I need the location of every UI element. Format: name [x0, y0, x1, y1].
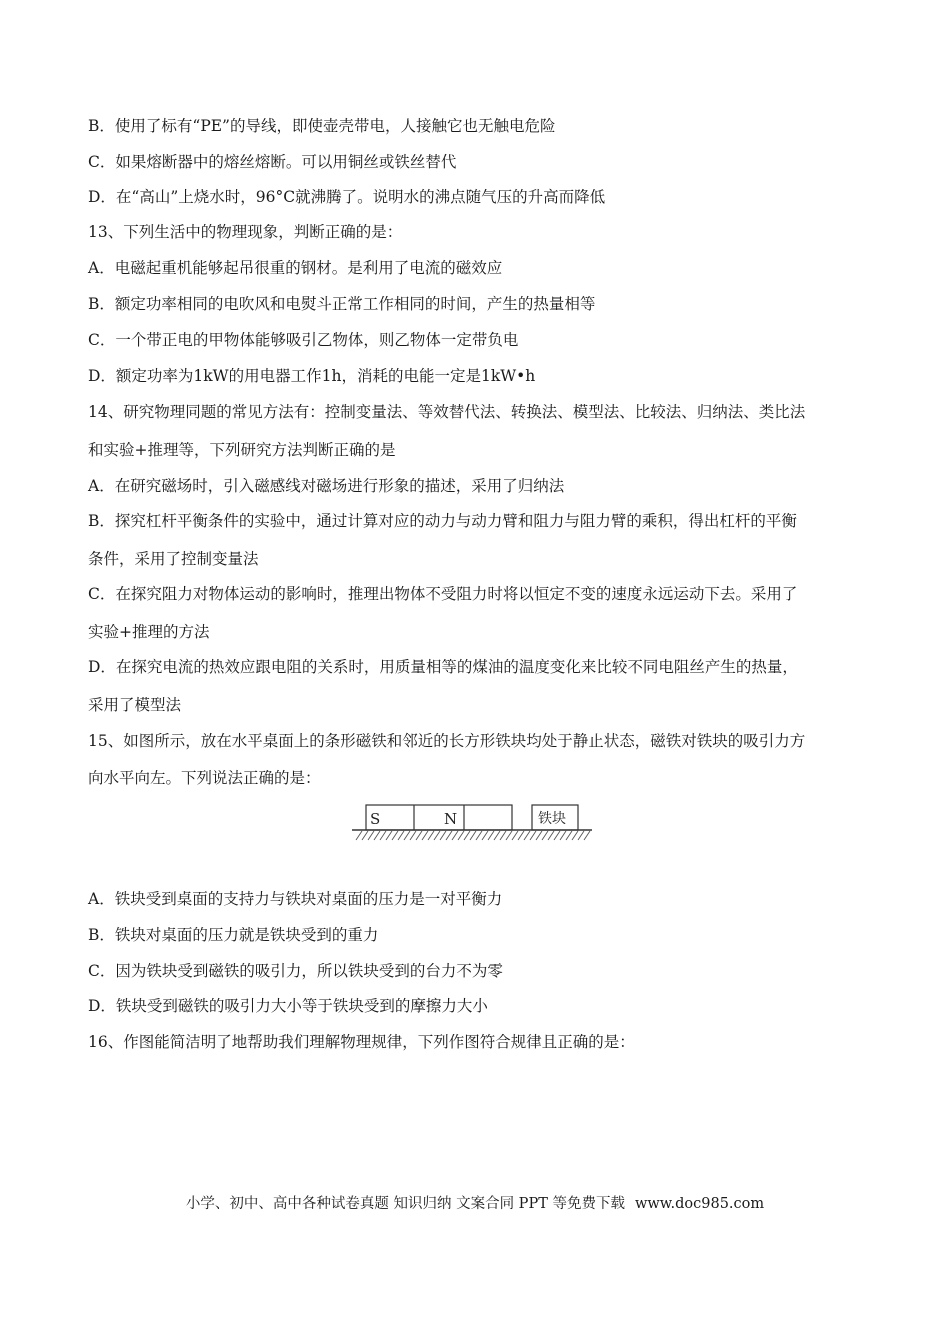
q14-option-d-line1: D．在探究电流的热效应跟电阻的关系时，用质量相等的煤油的温度变化来比较不同电阻丝产生的热量，: [88, 658, 798, 676]
q13-option-a: A．电磁起重机能够起吊很重的钢材。是利用了电流的磁效应: [88, 259, 503, 277]
q14-option-a: A．在研究磁场时，引入磁感线对磁场进行形象的描述，采用了归纳法: [88, 477, 565, 495]
q13-option-c: C．一个带正电的甲物体能够吸引乙物体，则乙物体一定带负电: [88, 331, 519, 349]
q14-stem-line2: 和实验+推理等，下列研究方法判断正确的是: [88, 441, 396, 459]
q14-option-c-line1: C．在探究阻力对物体运动的影响时，推理出物体不受阻力时将以恒定不变的速度永远运动下去。采用了: [88, 585, 798, 603]
q13-option-b: B．额定功率相同的电吹风和电熨斗正常工作相同的时间，产生的热量相等: [88, 295, 596, 313]
q15-option-b: B．铁块对桌面的压力就是铁块受到的重力: [88, 926, 379, 944]
magnet-s-label: S: [370, 810, 381, 828]
q14-option-b-line1: B．探究杠杆平衡条件的实验中，通过计算对应的动力与动力臂和阻力与阻力臂的乘积，得出杠杆的平衡: [88, 512, 797, 530]
q15-option-d: D．铁块受到磁铁的吸引力大小等于铁块受到的摩擦力大小: [88, 997, 488, 1015]
q15-stem-line2: 向水平向左。下列说法正确的是：: [88, 769, 321, 787]
magnet-iron-figure: [350, 800, 596, 848]
magnet-diagram: [350, 800, 596, 848]
q13-stem: 13、下列生活中的物理现象，判断正确的是：: [88, 223, 403, 241]
iron-block-label: 铁块: [538, 811, 566, 827]
q14-stem-line1: 14、研究物理同题的常见方法有：控制变量法、等效替代法、转换法、模型法、比较法、归纳法、类比法: [88, 403, 806, 421]
q14-option-c-line2: 实验+推理的方法: [88, 623, 210, 641]
q12-option-c: C．如果熔断器中的熔丝熔断。可以用铜丝或铁丝替代: [88, 153, 457, 171]
q16-stem: 16、作图能简洁明了地帮助我们理解物理规律，下列作图符合规律且正确的是：: [88, 1033, 635, 1051]
q14-option-b-line2: 条件，采用了控制变量法: [88, 550, 259, 568]
q15-option-c: C．因为铁块受到磁铁的吸引力，所以铁块受到的台力不为零: [88, 962, 503, 980]
q15-option-a: A．铁块受到桌面的支持力与铁块对桌面的压力是一对平衡力: [88, 890, 503, 908]
q14-option-d-line2: 采用了模型法: [88, 696, 182, 714]
page-footer: [0, 1192, 950, 1213]
magnet-n-label: N: [444, 810, 458, 828]
q12-option-d: D．在“高山”上烧水时，96°C就沸腾了。说明水的沸点随气压的升高而降低: [88, 188, 606, 206]
q15-stem-line1: 15、如图所示，放在水平桌面上的条形磁铁和邻近的长方形铁块均处于静止状态，磁铁对铁块的吸引力方: [88, 732, 806, 750]
bar-magnet: [366, 805, 512, 830]
table-hatching: [356, 831, 590, 840]
q12-option-b: B．使用了标有“PE”的导线，即使壶壳带电，人接触它也无触电危险: [88, 117, 556, 135]
footer-text: 小学、初中、高中各种试卷真题 知识归纳 文案合同 PPT 等免费下载: [185, 1196, 625, 1212]
q13-option-d: D．额定功率为1kW的用电器工作1h，消耗的电能一定是1kW•h: [88, 367, 536, 385]
footer-url[interactable]: www.doc985.com: [634, 1196, 765, 1212]
